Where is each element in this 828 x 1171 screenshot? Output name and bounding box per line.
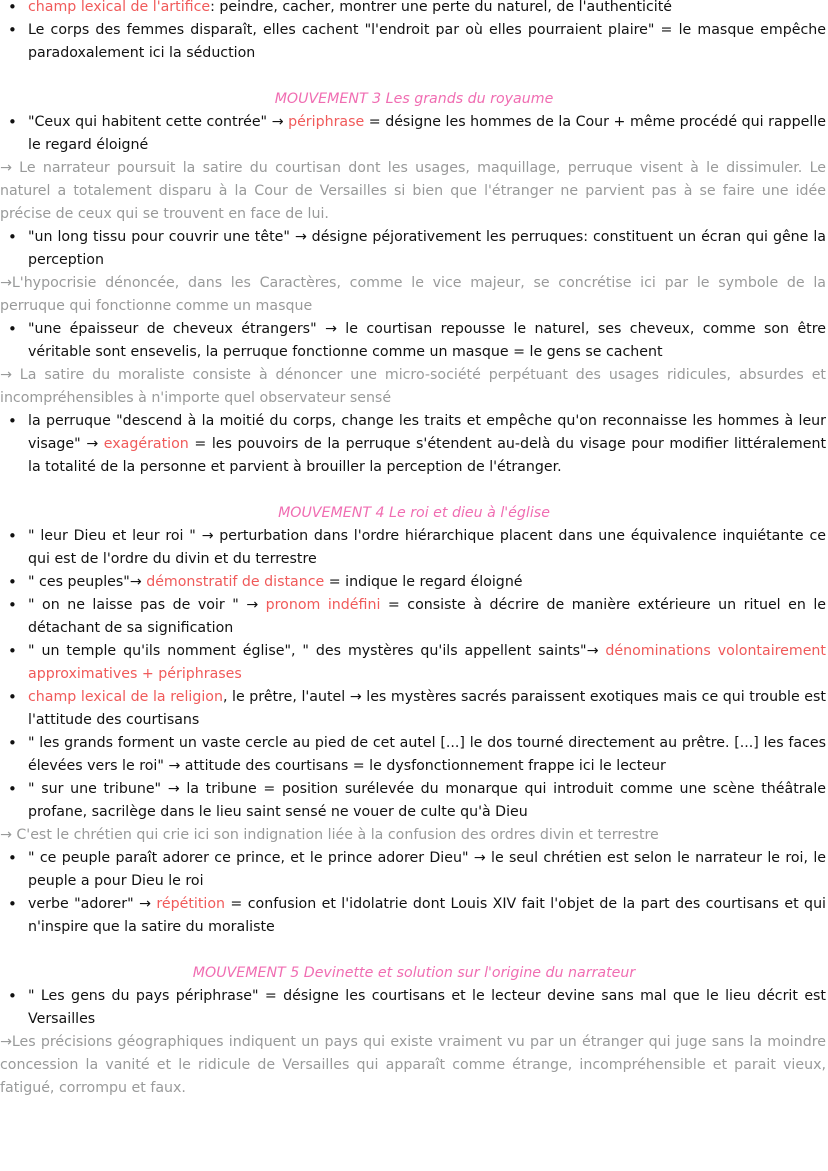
list-item: [0, 410, 828, 479]
item-text: " on ne laisse pas de voir " →: [28, 597, 266, 613]
item-text: = désigne les hommes de la Cour + même procédé qui rappelle le regard éloigné: [28, 114, 826, 153]
list-item: [0, 318, 828, 364]
analysis-note: → La satire du moraliste consiste à dénoncer une micro-société perpétuant des usages ridicules, absurdes et incompréhensibles à n'importe quel observateur sensé: [0, 367, 826, 406]
item-text: " Les gens du pays périphrase" = désigne les courtisans et le lecteur devine sans mal que le lieu décrit est Versailles: [28, 988, 826, 1027]
item-text: " leur Dieu et leur roi " → perturbation dans l'ordre hiérarchique placent dans une équivalence inquiétante ce qui est de l'ordre du divin et du terrestre: [28, 528, 826, 567]
item-text: "un long tissu pour couvrir une tête" → désigne péjorativement les perruques: constituent un écran qui gêne la perception: [28, 229, 826, 268]
item-text: " ce peuple paraît adorer ce prince, et le prince adorer Dieu" → le seul chrétien est selon le narrateur le roi, le peuple a pour Dieu le roi: [28, 850, 826, 889]
list-item: [0, 732, 828, 778]
section-heading-movement-5: MOUVEMENT 5 Devinette et solution sur l'origine du narrateur: [192, 965, 636, 981]
item-text: , le prêtre, l'autel → les mystères sacrés paraissent exotiques mais ce qui trouble est l'attitude des courtisans: [28, 689, 826, 728]
analysis-note: → Le narrateur poursuit la satire du courtisan dont les usages, maquillage, perruque visent à le dissimuler. Le naturel a totalement disparu à la Cour de Versailles si bien que l'étranger ne parvient pas à se faire une idée précise de ceux qui se trouvent en face de lui.: [0, 160, 826, 222]
item-text: " un temple qu'ils nomment église", " des mystères qu'ils appellent saints"→: [28, 643, 606, 659]
item-text: " sur une tribune" → la tribune = position surélevée du monarque qui introduit comme une scène théâtrale profane, sacrilège dans le lieu saint sensé ne vouer de culte qu'à Dieu: [28, 781, 826, 820]
list-item: [0, 893, 828, 939]
list-item: [0, 226, 828, 272]
highlight-term: champ lexical de l'artifice: [28, 0, 211, 15]
section-heading-movement-3: MOUVEMENT 3 Les grands du royaume: [274, 91, 554, 107]
list-item: [0, 640, 828, 686]
highlight-term: exagération: [103, 436, 189, 452]
section-heading-movement-4: MOUVEMENT 4 Le roi et dieu à l'église: [278, 505, 550, 521]
list-item: [0, 847, 828, 893]
list-item: [0, 985, 828, 1031]
highlight-term: périphrase: [288, 114, 365, 130]
item-text: la perruque "descend à la moitié du corps, change les traits et empêche qu'on reconnaisse les hommes à leur visage" →: [28, 413, 826, 452]
item-text: "Ceux qui habitent cette contrée" →: [28, 114, 289, 130]
list-item: [0, 111, 828, 157]
list-item: [0, 778, 828, 824]
list-item: [0, 0, 828, 19]
list-item: [0, 686, 828, 732]
analysis-note: →L'hypocrisie dénoncée, dans les Caractères, comme le vice majeur, se concrétise ici par le symbole de la perruque qui fonctionne comme un masque: [0, 275, 826, 314]
analysis-note: → C'est le chrétien qui crie ici son indignation liée à la confusion des ordres divin et terrestre: [0, 827, 659, 843]
item-text: Le corps des femmes disparaît, elles cachent "l'endroit par où elles pourraient plaire" = le masque empêche paradoxalement ici la séduction: [28, 22, 826, 61]
item-text: = confusion et l'idolatrie dont Louis XIV fait l'objet de la part des courtisans et qui n'inspire que la satire du moraliste: [28, 896, 826, 935]
analysis-note: →Les précisions géographiques indiquent un pays qui existe vraiment vu par un étranger qui juge sans la moindre concession la vanité et le ridicule de Versailles qui apparaît comme étrange, incompréhensible et parait vieux, fatigué, corrompu et faux.: [0, 1034, 826, 1096]
item-text: = les pouvoirs de la perruque s'étendent au-delà du visage pour modifier littéralement la totalité de la personne et parvient à brouiller la perception de l'étranger.: [28, 436, 827, 475]
item-text: = consiste à décrire de manière extérieure un rituel en le détachant de sa signification: [28, 597, 827, 636]
item-text: : peindre, cacher, montrer une perte du naturel, de l'authenticité: [210, 0, 673, 15]
list-item: [0, 571, 828, 594]
item-text: "une épaisseur de cheveux étrangers" → le courtisan repousse le naturel, ses cheveux, comme son être véritable sont ensevelis, la perruque fonctionne comme un masque = le gens se cachent: [28, 321, 826, 360]
highlight-term: pronom indéfini: [265, 597, 381, 613]
item-text: " les grands forment un vaste cercle au pied de cet autel [...] le dos tourné directement au prêtre. [...] les faces élevées vers le roi" → attitude des courtisans = le dysfonctionnement frappe ici le lecteur: [28, 735, 826, 774]
highlight-term: répétition: [156, 896, 226, 912]
list-item: [0, 525, 828, 571]
item-text: " ces peuples"→: [28, 574, 147, 590]
list-item: [0, 19, 828, 65]
item-text: = indique le regard éloigné: [324, 574, 523, 590]
list-item: [0, 594, 828, 640]
highlight-term: champ lexical de la religion: [28, 689, 223, 705]
highlight-term: dénominations volontairement approximatives + périphrases: [28, 643, 826, 682]
item-text: verbe "adorer" →: [28, 896, 157, 912]
highlight-term: démonstratif de distance: [146, 574, 325, 590]
